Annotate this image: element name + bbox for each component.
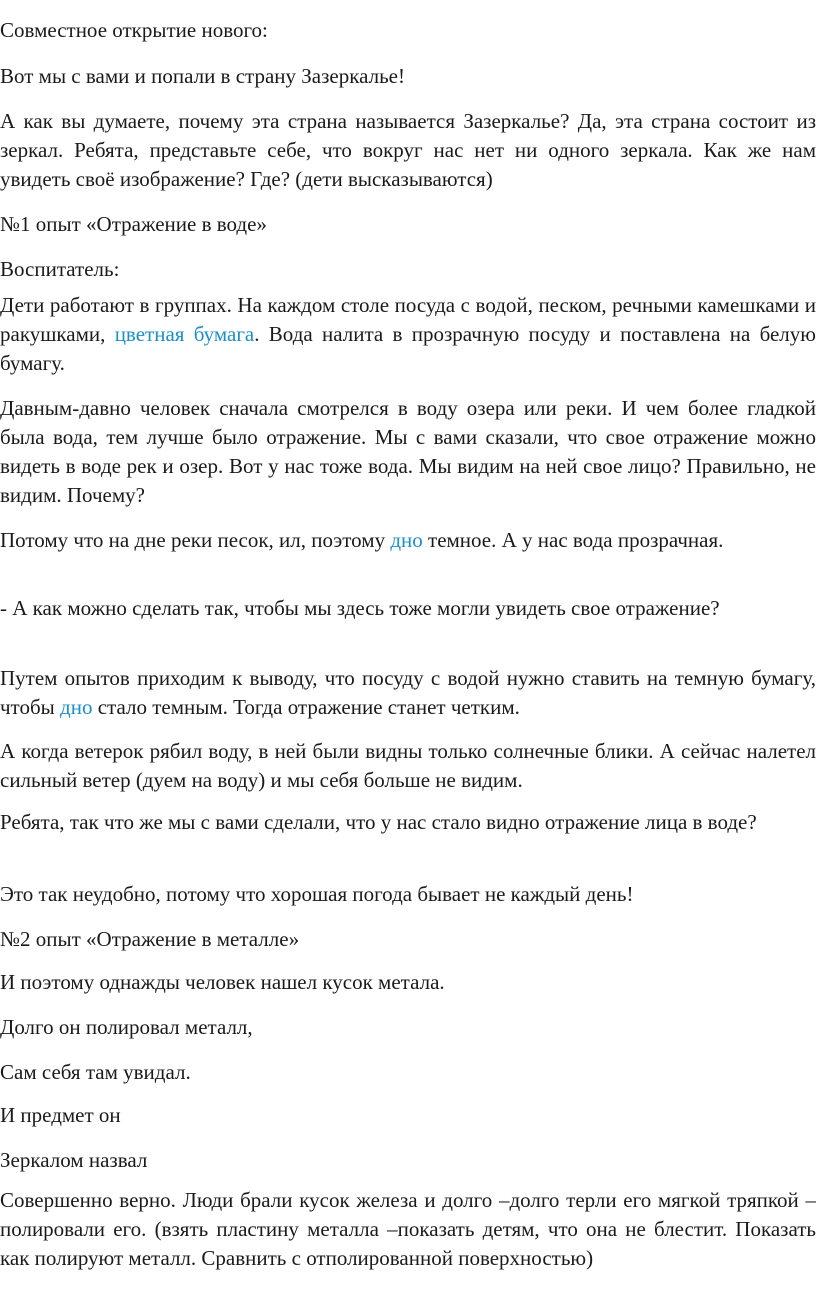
- poem-line-2: Долго он полировал металл,: [0, 1015, 253, 1039]
- paragraph-bottom: [0, 526, 816, 555]
- link-bottom-2[interactable]: дно: [60, 695, 93, 719]
- paragraph-conclusion: [0, 664, 816, 722]
- paragraph-question: А как вы думаете, почему эта страна называется Зазеркалье? Да, эта страна состоит из зеркал. Ребята, представьте себе, что вокруг нас нет ни одного зеркала. Как же нам увидеть своё изображение? Где? (дети высказываются): [0, 109, 816, 191]
- poem-line-3: Сам себя там увидал.: [0, 1060, 191, 1084]
- paragraph-weather: Это так неудобно, потому что хорошая погода бывает не каждый день!: [0, 882, 634, 906]
- speaker-label: Воспитатель:: [0, 257, 120, 281]
- paragraph-wind: А когда ветерок рябил воду, в ней были видны только солнечные блики. А сейчас налетел сильный ветер (дуем на воду) и мы себя больше не видим.: [0, 739, 816, 792]
- paragraph-text: Путем опытов приходим к выводу, что посуду с водой нужно ставить на темную бумагу, чтобы: [0, 666, 816, 719]
- paragraph-text: . Вода налита в прозрачную посуду и поставлена на белую бумагу.: [0, 322, 816, 375]
- paragraph-text: Дети работают в группах. На каждом столе посуда с водой, песком, речными камешками и ракушками,: [0, 293, 816, 346]
- link-bottom[interactable]: дно: [390, 528, 423, 552]
- experiment-1-heading: №1 опыт «Отражение в воде»: [0, 212, 267, 236]
- experiment-2-heading: №2 опыт «Отражение в металле»: [0, 927, 300, 951]
- paragraph-question-2: - А как можно сделать так, чтобы мы здесь тоже могли увидеть свое отражение?: [0, 596, 720, 620]
- poem-line-1: И поэтому однажды человек нашел кусок метала.: [0, 970, 445, 994]
- poem-line-5: Зеркалом назвал: [0, 1148, 148, 1172]
- poem-line-4: И предмет он: [0, 1103, 121, 1127]
- paragraph-text: Потому что на дне реки песок, ил, поэтому: [0, 528, 391, 552]
- paragraph-history: Давным-давно человек сначала смотрелся в воду озера или реки. И чем более гладкой была вода, тем лучше было отражение. Мы с вами сказали, что свое отражение можно видеть в воде рек и озер. Вот у нас тоже вода. Мы видим на ней свое лицо? Правильно, не видим. Почему?: [0, 396, 816, 507]
- paragraph-text: стало темным. Тогда отражение станет четким.: [92, 695, 520, 719]
- link-colored-paper[interactable]: цветная бумага: [114, 322, 255, 346]
- paragraph-question-3: Ребята, так что же мы с вами сделали, что у нас стало видно отражение лица в воде?: [0, 810, 757, 834]
- paragraph-text: темное. А у нас вода прозрачная.: [422, 528, 724, 552]
- section-heading: Совместное открытие нового:: [0, 18, 268, 42]
- paragraph-intro: Вот мы с вами и попали в страну Зазеркалье!: [0, 64, 405, 88]
- paragraph-polishing: Совершенно верно. Люди брали кусок железа и долго –долго терли его мягкой тряпкой –полировали его. (взять пластину металла –показать детям, что она не блестит. Показать как полируют металл. Сравнить с отполированной поверхностью): [0, 1188, 816, 1270]
- paragraph-groups: [0, 291, 816, 378]
